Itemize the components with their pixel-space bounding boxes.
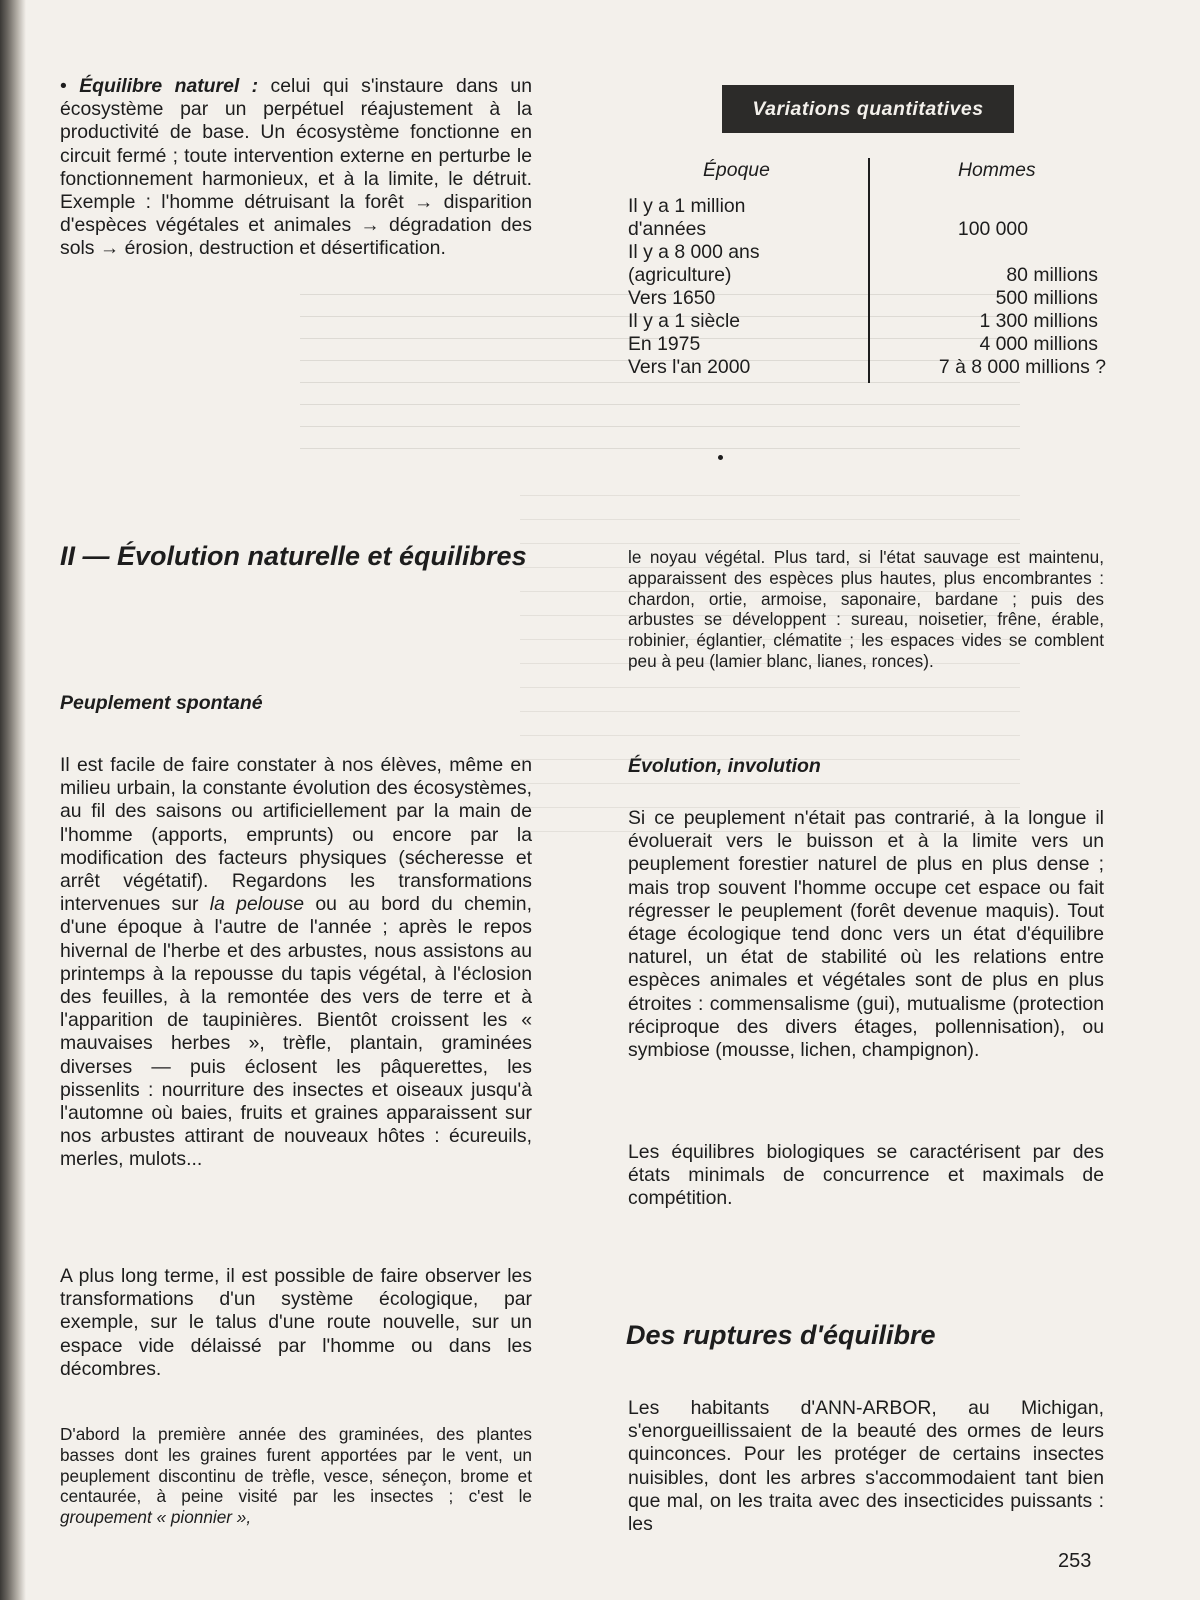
row-epoque-cont: d'années [628, 218, 707, 240]
ink-dot [718, 455, 723, 460]
row-hommes: 4 000 millions [979, 333, 1098, 355]
row-epoque: Il y a 1 siècle [628, 310, 741, 332]
table-divider [868, 158, 870, 383]
row-epoque: Vers 1650 [628, 287, 716, 309]
peuplement-paragraph [60, 754, 532, 1172]
evolution-paragraph: Si ce peuplement n'était pas contrarié, à la longue il évoluerait vers le buisson et à la limite vers un peuplement forestier naturel de plus en plus dense ; mais trop souvent l'homme occupe cet espace ou fait régresser le peuplement (forêt devenue maquis). Tout étage écologique tend donc vers un état d'équilibre naturel, un état de stabilité où les relations entre espèces animales et végétales sont de plus en plus étroites : commensalisme (gui), mutualisme (protection réciproque des divers étages, pollennisation), ou symbiose (mousse, lichen, champignon). [628, 807, 1104, 1062]
subheading-evolution-involution: Évolution, involution [628, 755, 821, 777]
p1-part-b: ou au bord du chemin, d'une époque à l'autre de l'année ; après le repos hivernal de l'herbe et des arbustes, nous assistons au printemps à la repousse du tapis végétal, à l'éclosion des feuilles, à la remontée des vers de terre et à l'apparition de taupinières. Bientôt croissent les « mauvaises herbes », trèfle, plantain, graminées diverses — puis éclosent les pâquerettes, les pissenlits : nourriture des insectes et oiseaux jusqu'à l'automne où baies, fruits et graines apparaissent sur nos arbustes attirant de nouveaux hôtes : écureuils, merles, mulots... [60, 893, 532, 1171]
long-terme-paragraph: A plus long terme, il est possible de faire observer les transformations d'un système écologique, par exemple, sur le talus d'une route nouvelle, sur un espace vide délaissé par l'homme ou dans les décombres. [60, 1265, 532, 1380]
p3-emphasis: groupement « pionnier », [60, 1507, 252, 1528]
term-equilibre-naturel: Équilibre naturel : [79, 75, 259, 97]
section-heading-ruptures: Des ruptures d'équilibre [626, 1320, 936, 1350]
row-hommes: 500 millions [995, 287, 1098, 309]
p1-emphasis: la pelouse [209, 893, 305, 916]
row-hommes: 7 à 8 000 millions ? [938, 356, 1106, 378]
p3-part-a: D'abord la première année des graminées, des plantes basses dont les graines furent apportées par le vent, un peuplement discontinu de trèfle, vesce, séneçon, brome et centaurée, à peine visité par les insectes ; c'est le [60, 1424, 532, 1507]
equilibres-biologiques-paragraph: Les équilibres biologiques se caractérisent par des états minimals de concurrence et maximals de compétition. [628, 1141, 1104, 1210]
premiere-annee-paragraph [60, 1424, 532, 1528]
row-epoque: Vers l'an 2000 [628, 356, 751, 378]
subheading-peuplement: Peuplement spontané [60, 692, 263, 714]
row-epoque-cont: (agriculture) [628, 264, 732, 286]
row-epoque: Il y a 1 million [628, 195, 746, 217]
variations-title-box [722, 85, 1014, 133]
noyau-vegetal-paragraph: le noyau végétal. Plus tard, si l'état sauvage est maintenu, apparaissent des espèces plus hautes, plus encombrantes : chardon, ortie, armoise, saponaire, bardane ; puis des arbustes se développent : sureau, noisetier, frêne, érable, robinier, églantier, clématite ; les espaces vides se comblent peu à peu (lamier blanc, lianes, ronces). [628, 547, 1104, 671]
equilibre-naturel-paragraph [60, 75, 532, 261]
page-number: 253 [1058, 1550, 1092, 1572]
row-hommes: 100 000 [957, 218, 1028, 240]
row-hommes: 80 millions [1006, 264, 1098, 286]
ann-arbor-paragraph: Les habitants d'ANN-ARBOR, au Michigan, s'enorgueillissaient de la beauté des ormes de leurs quinconces. Pour les protéger de certains insectes nuisibles, dont les arbres s'accommodaient tant bien que mal, on les traita avec des insecticides puissants : les [628, 1397, 1104, 1536]
col-header-hommes: Hommes [958, 159, 1036, 181]
row-hommes: 1 300 millions [979, 310, 1098, 332]
p1-part-a: Il est facile de faire constater à nos élèves, même en milieu urbain, la constante évolution des écosystèmes, au fil des saisons ou artificiellement par la main de l'homme (apports, emprunts) ou encore par la modification des facteurs physiques (sécheresse et arrêt végétatif). Regardons les transformations intervenues sur [60, 754, 532, 916]
bullet: • [60, 75, 67, 97]
col-header-epoque: Époque [703, 159, 770, 181]
variations-title: Variations quantitatives [752, 97, 984, 120]
equilibre-body: celui qui s'instaure dans un écosystème par un perpétuel réajustement à la productivité de base. Un écosystème fonctionne en circuit fermé ; toute intervention externe en perturbe le fonctionnement harmonieux, et à la limite, le détruit. Exemple : l'homme détruisant la forêt → disparition d'espèces végétales et animales → dégradation des sols → érosion, destruction et désertification. [60, 75, 532, 260]
book-spine-shadow [0, 0, 26, 1600]
population-table [628, 155, 1106, 383]
row-epoque: En 1975 [628, 333, 701, 355]
section-heading-evolution: II — Évolution naturelle et équilibres [60, 541, 527, 571]
row-epoque: Il y a 8 000 ans [628, 241, 760, 263]
